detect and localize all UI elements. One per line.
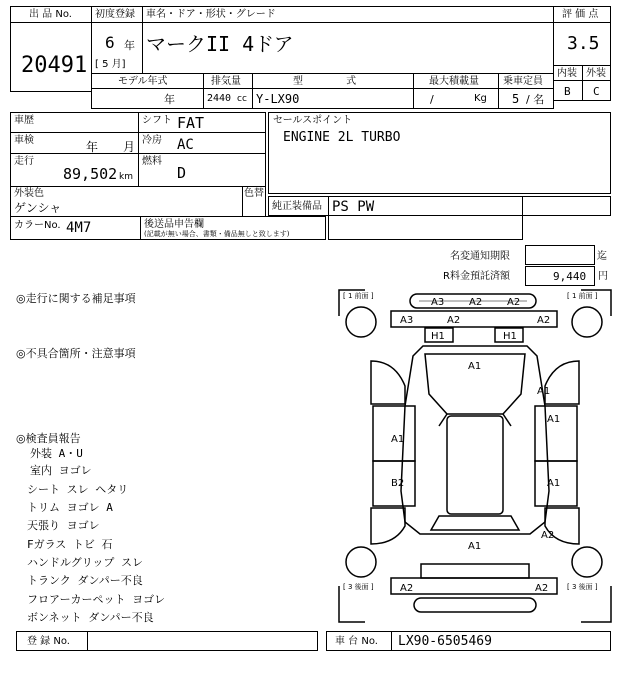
mark-trunk: A1: [468, 541, 482, 552]
mark-hood: A1: [468, 361, 482, 372]
declaration-note: (記載が無い場合、書類・備品無しと致します): [144, 230, 290, 238]
recolor-cell: [242, 186, 266, 217]
history-label: 車歴: [14, 115, 34, 126]
inspector-line: 天張り ヨゴレ: [27, 519, 100, 532]
interior-grade-cell: [553, 80, 583, 101]
lot-number-cell: [10, 22, 92, 92]
mileage-value: 89,502: [63, 165, 118, 183]
corner-rear-right: [ 3 後面 ]: [567, 583, 598, 591]
fuel-cell: [138, 153, 266, 187]
shift-value: FAT: [177, 114, 205, 132]
equipment-label: 純正装備品: [272, 201, 322, 212]
capacity-value: 5: [512, 92, 520, 106]
mark-right-rear-door: A1: [547, 478, 561, 489]
ac-cell: [138, 132, 266, 154]
displacement-value: 2440: [207, 93, 232, 104]
history-cell: [10, 112, 139, 133]
mark-right-front-door: A1: [547, 414, 561, 425]
shift-label: シフト: [142, 115, 172, 126]
type-value: Y-LX90: [256, 92, 300, 106]
mark-left-rear-door: B2: [391, 478, 405, 489]
inspector-line: Fガラス トビ 石: [27, 538, 113, 551]
car-damage-diagram: [335, 286, 615, 626]
color-no-cell: [10, 216, 141, 240]
mark-headlight-right: H1: [503, 331, 517, 342]
mark-grille-3: A2: [537, 315, 551, 326]
mileage-cell: [10, 153, 139, 187]
score-label-cell: [553, 6, 611, 23]
corner-front-left: [ 1 前面 ]: [343, 292, 374, 300]
car-name: マークII 4ドア: [146, 32, 294, 56]
chassis-number: LX90-6505469: [398, 634, 492, 649]
first-reg-label-cell: [91, 6, 143, 23]
recycle-label: R料金預託済額: [443, 271, 510, 282]
capacity-label-cell: [498, 73, 554, 89]
chassis-label-cell: [326, 631, 392, 651]
inspector-line: フロアーカーペット ヨゴレ: [27, 593, 166, 606]
mark-rear-bumper-left: A2: [400, 583, 414, 594]
recolor-label: 色替: [244, 188, 264, 199]
equipment-label-cell: [268, 196, 329, 216]
year-unit: 年: [124, 39, 135, 52]
exterior-label: 外装: [586, 68, 606, 79]
inspector-line: ボンネット ダンパー不良: [27, 611, 154, 624]
type-cell: [252, 88, 414, 109]
chassis-label: 車 台 No.: [335, 636, 378, 647]
capacity-label: 乗車定員: [503, 76, 543, 87]
sales-point-label: セールスポイント: [273, 115, 353, 126]
max-load-label-cell: [413, 73, 499, 89]
mark-right-rear-fender: A2: [541, 530, 555, 541]
interior-label: 内装: [557, 68, 577, 79]
score-cell: [553, 22, 611, 66]
max-load-label: 最大積載量: [429, 76, 479, 87]
first-reg-label: 初度登録: [95, 9, 135, 20]
mark-headlight-left: H1: [431, 331, 445, 342]
score-value: 3.5: [567, 33, 600, 54]
lot-label: 出 品 No.: [29, 9, 72, 20]
equipment-cell: [328, 196, 523, 216]
inspection-month-unit: 月: [123, 140, 136, 154]
displacement-cell: [203, 88, 253, 109]
inspector-line: トリム ヨゴレ A: [27, 501, 113, 514]
model-year-label: モデル年式: [118, 76, 168, 87]
interior-label-cell: [553, 65, 583, 81]
corner-rear-left: [ 3 後面 ]: [343, 583, 374, 591]
fuel-value: D: [177, 164, 187, 182]
equipment-value: PS PW: [332, 199, 375, 215]
color-value: ゲンシャ: [14, 201, 62, 215]
reg-label-cell: [16, 631, 88, 651]
reg-value-cell: [87, 631, 318, 651]
lot-label-cell: [10, 6, 92, 23]
color-no-value: 4M7: [66, 220, 92, 236]
first-reg-month: [ 5 月]: [95, 59, 126, 70]
car-name-cell: [142, 22, 554, 74]
inspection-year-unit: 年: [86, 140, 99, 154]
inspection-label: 車検: [14, 135, 34, 146]
displacement-label: 排気量: [211, 76, 241, 87]
inspector-line: トランク ダンパー不良: [27, 574, 143, 587]
declaration-cell: [140, 216, 326, 240]
mark-right-fender: A1: [537, 386, 551, 397]
mark-front-bumper-3: A2: [507, 297, 521, 308]
car-name-label: 車名・ドア・形状・グレード: [146, 9, 276, 20]
sales-point-cell: [268, 112, 611, 194]
mark-front-bumper-2: A2: [469, 297, 483, 308]
exterior-grade-cell: [582, 80, 611, 101]
type-label: 型 式: [293, 76, 357, 87]
first-reg-cell: [91, 22, 143, 74]
car-name-label-cell: [142, 6, 554, 23]
exterior-label-cell: [582, 65, 611, 81]
capacity-unit: / 名: [526, 93, 545, 106]
equipment-blank-left: [328, 215, 523, 240]
lot-number: 20491: [21, 53, 88, 78]
capacity-cell: [498, 88, 554, 109]
inspection-cell: [10, 132, 139, 154]
mileage-label: 走行: [14, 156, 34, 167]
ac-label: 冷房: [142, 135, 162, 146]
exterior-grade: C: [593, 85, 600, 98]
driving-notes-label: ◎走行に関する補足事項: [16, 292, 136, 305]
fuel-label: 燃料: [142, 156, 162, 167]
color-label: 外装色: [14, 188, 44, 199]
defects-notes-label: ◎不具合箇所・注意事項: [16, 347, 136, 360]
interior-grade: B: [564, 85, 571, 98]
inspector-line: シート スレ ヘタリ: [27, 483, 129, 496]
model-year-cell: [91, 88, 204, 109]
max-load-value: /: [430, 93, 434, 106]
name-change-box: [525, 245, 595, 265]
inspector-line: ハンドルグリップ スレ: [27, 556, 143, 569]
name-change-unit: 迄: [597, 251, 607, 262]
equipment-extra-cell: [522, 196, 611, 216]
mark-grille-2: A2: [447, 315, 461, 326]
score-label: 評 価 点: [562, 9, 599, 20]
corner-front-right: [ 1 前面 ]: [567, 292, 598, 300]
color-no-label: カラーNo.: [14, 220, 61, 231]
model-year-unit: 年: [164, 93, 175, 106]
mark-front-bumper-1: A3: [431, 297, 445, 308]
ac-value: AC: [177, 137, 194, 153]
sales-point-value: ENGINE 2L TURBO: [283, 130, 401, 145]
inspector-line: 外装 A・U: [30, 447, 83, 460]
recycle-box: [525, 266, 595, 286]
reg-label: 登 録 No.: [27, 636, 70, 647]
displacement-label-cell: [203, 73, 253, 89]
displacement-unit: cc: [237, 94, 247, 104]
shift-cell: [138, 112, 266, 133]
mark-left-front-door: A1: [391, 434, 405, 445]
chassis-value-cell: [391, 631, 611, 651]
mark-grille-1: A3: [400, 315, 414, 326]
recycle-unit: 円: [598, 271, 608, 282]
type-label-cell: [252, 73, 414, 89]
max-load-cell: [413, 88, 499, 109]
declaration-label: 後送品申告欄: [144, 219, 204, 230]
name-change-label: 名変通知期限: [450, 251, 510, 262]
recycle-amount: 9,440: [553, 270, 587, 283]
max-load-unit: Kg: [474, 93, 487, 104]
inspector-line: 室内 ヨゴレ: [30, 464, 92, 477]
inspector-report-label: ◎検査員報告: [16, 432, 81, 445]
model-year-label-cell: [91, 73, 204, 89]
color-cell: [10, 186, 243, 217]
mark-rear-bumper-right: A2: [535, 583, 549, 594]
first-reg-year: 6: [105, 33, 115, 52]
mileage-unit: km: [119, 172, 133, 182]
